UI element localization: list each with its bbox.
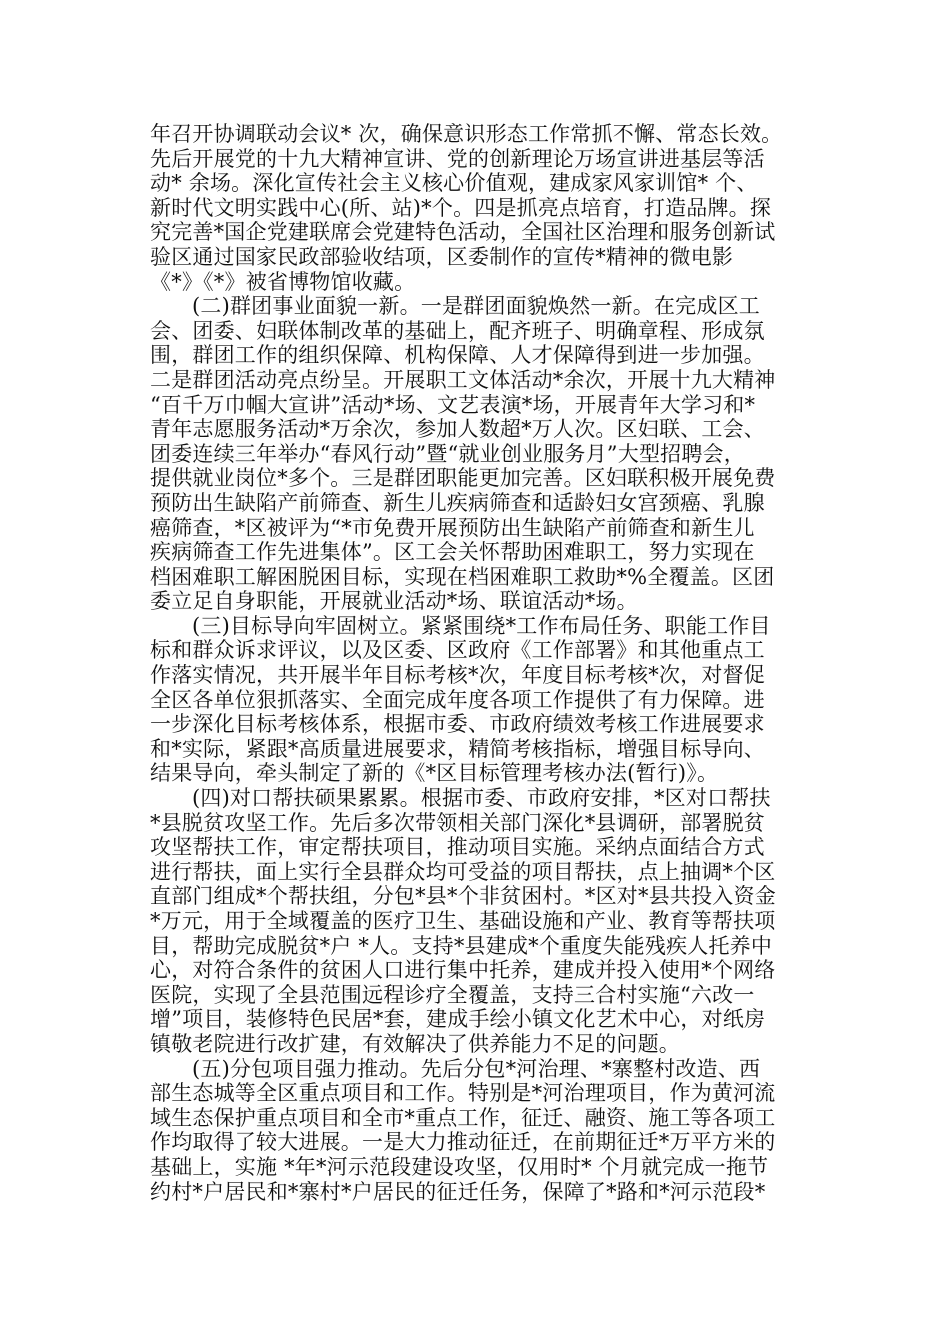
- text-line: 会、团委、妇联体制改革的基础上，配齐班子、明确章程、形成氛: [150, 318, 765, 343]
- text-line: 全区各单位狠抓落实、全面完成年度各项工作提供了有力保障。进: [150, 687, 765, 712]
- paragraph-start-line: (二)群团事业面貌一新。一是群团面貌焕然一新。在完成区工: [192, 294, 760, 319]
- text-line: 直部门组成*个帮扶组，分包*县*个非贫困村。*区对*县共投入资金: [150, 884, 776, 909]
- text-line: 和*实际，紧跟*高质量进展要求，精简考核指标，增强目标导向、: [150, 736, 765, 761]
- text-line: 疾病筛查工作先进集体”。区工会关怀帮助困难职工，努力实现在: [150, 540, 755, 565]
- text-line: 验区通过国家民政部验收结项，区委制作的宣传*精神的微电影: [150, 244, 734, 269]
- text-line: 提供就业岗位*多个。三是群团职能更加完善。区妇联积极开展免费: [150, 466, 776, 491]
- text-line: 作均取得了较大进展。一是大力推动征迁，在前期征迁*万平方米的: [150, 1130, 776, 1155]
- text-line: 标和群众诉求评议，以及区委、区政府《工作部署》和其他重点工: [150, 638, 765, 663]
- text-line: “百千万巾帼大宣讲”活动*场、文艺表演*场，开展青年大学习和*: [150, 392, 756, 417]
- text-line: 心，对符合条件的贫困人口进行集中托养，建成并投入使用*个网络: [150, 958, 776, 983]
- text-line: 目，帮助完成脱贫*户 *人。支持*县建成*个重度失能残疾人托养中: [150, 933, 773, 958]
- text-line: 委立足自身职能，开展就业活动*场、联谊活动*场。: [150, 589, 638, 614]
- text-line: *县脱贫攻坚工作。先后多次带领相关部门深化*县调研，部署脱贫: [150, 810, 765, 835]
- document-body: [150, 122, 810, 1204]
- text-line: 一步深化目标考核体系，根据市委、市政府绩效考核工作进展要求: [150, 712, 765, 737]
- text-line: 部生态城等全区重点项目和工作。特别是*河治理项目，作为黄河流: [150, 1081, 776, 1106]
- text-line: 进行帮扶，面上实行全县群众均可受益的项目帮扶，点上抽调*个区: [150, 859, 776, 884]
- text-line: 年召开协调联动会议* 次，确保意识形态工作常抓不懈、常态长效。: [150, 122, 783, 146]
- text-line: 域生态保护重点项目和全市*重点工作，征迁、融资、施工等各项工: [150, 1105, 776, 1130]
- text-line: 档困难职工解困脱困目标，实现在档困难职工救助*%全覆盖。区团: [150, 564, 775, 589]
- text-line: 作落实情况，共开展半年目标考核*次，年度目标考核*次，对督促: [150, 663, 765, 688]
- text-line: 究完善*国企党建联席会党建特色活动，全国社区治理和服务创新试: [150, 220, 776, 245]
- text-line: 结果导向，牵头制定了新的《*区目标管理考核办法(暂行)》。: [150, 761, 719, 786]
- text-line: 动* 余场。深化宣传社会主义核心价值观，建成家风家训馆* 个、: [150, 171, 758, 196]
- text-line: 青年志愿服务活动*万余次，参加人数超*万人次。区妇联、工会、: [150, 417, 765, 442]
- text-line: 新时代文明实践中心(所、站)*个。四是抓亮点培育，打造品牌。探: [150, 195, 772, 220]
- text-line: 医院，实现了全县范围远程诊疗全覆盖，支持三合村实施“六改一: [150, 982, 755, 1007]
- text-line: 《*》《*》被省博物馆收藏。: [150, 269, 416, 294]
- text-line: 癌筛查，*区被评为“*市免费开展预防出生缺陷产前筛查和新生儿: [150, 515, 755, 540]
- text-line: 镇敬老院进行改扩建，有效解决了供养能力不足的问题。: [150, 1031, 680, 1056]
- paragraph-start-line: (三)目标导向牢固树立。紧紧围绕*工作布局任务、职能工作目: [192, 613, 771, 638]
- text-line: 增”项目，装修特色民居*套，建成手绘小镇文化艺术中心，对纸房: [150, 1007, 766, 1032]
- text-line: 围，群团工作的组织保障、机构保障、人才保障得到进一步加强。: [150, 343, 765, 368]
- text-line: 二是群团活动亮点纷呈。开展职工文体活动*余次，开展十九大精神: [150, 367, 776, 392]
- text-line: 约村*户居民和*寨村*户居民的征迁任务，保障了*路和*河示范段*: [150, 1179, 766, 1204]
- text-line: 攻坚帮扶工作，审定帮扶项目，推动项目实施。采纳点面结合方式: [150, 835, 765, 860]
- text-line: 先后开展党的十九大精神宣讲、党的创新理论万场宣讲进基层等活: [150, 146, 765, 171]
- text-line: 基础上，实施 *年*河示范段建设攻坚，仅用时* 个月就完成一拖节: [150, 1154, 769, 1179]
- paragraph-start-line: (四)对口帮扶硕果累累。根据市委、市政府安排，*区对口帮扶: [192, 786, 771, 811]
- paragraph-start-line: (五)分包项目强力推动。先后分包*河治理、*寨整村改造、西: [192, 1056, 761, 1081]
- text-line: 预防出生缺陷产前筛查、新生儿疾病筛查和适龄妇女宫颈癌、乳腺: [150, 490, 765, 515]
- text-line: *万元，用于全域覆盖的医疗卫生、基础设施和产业、教育等帮扶项: [150, 909, 776, 933]
- text-line: 团委连续三年举办“春风行动”暨“就业创业服务月”大型招聘会，: [150, 441, 745, 466]
